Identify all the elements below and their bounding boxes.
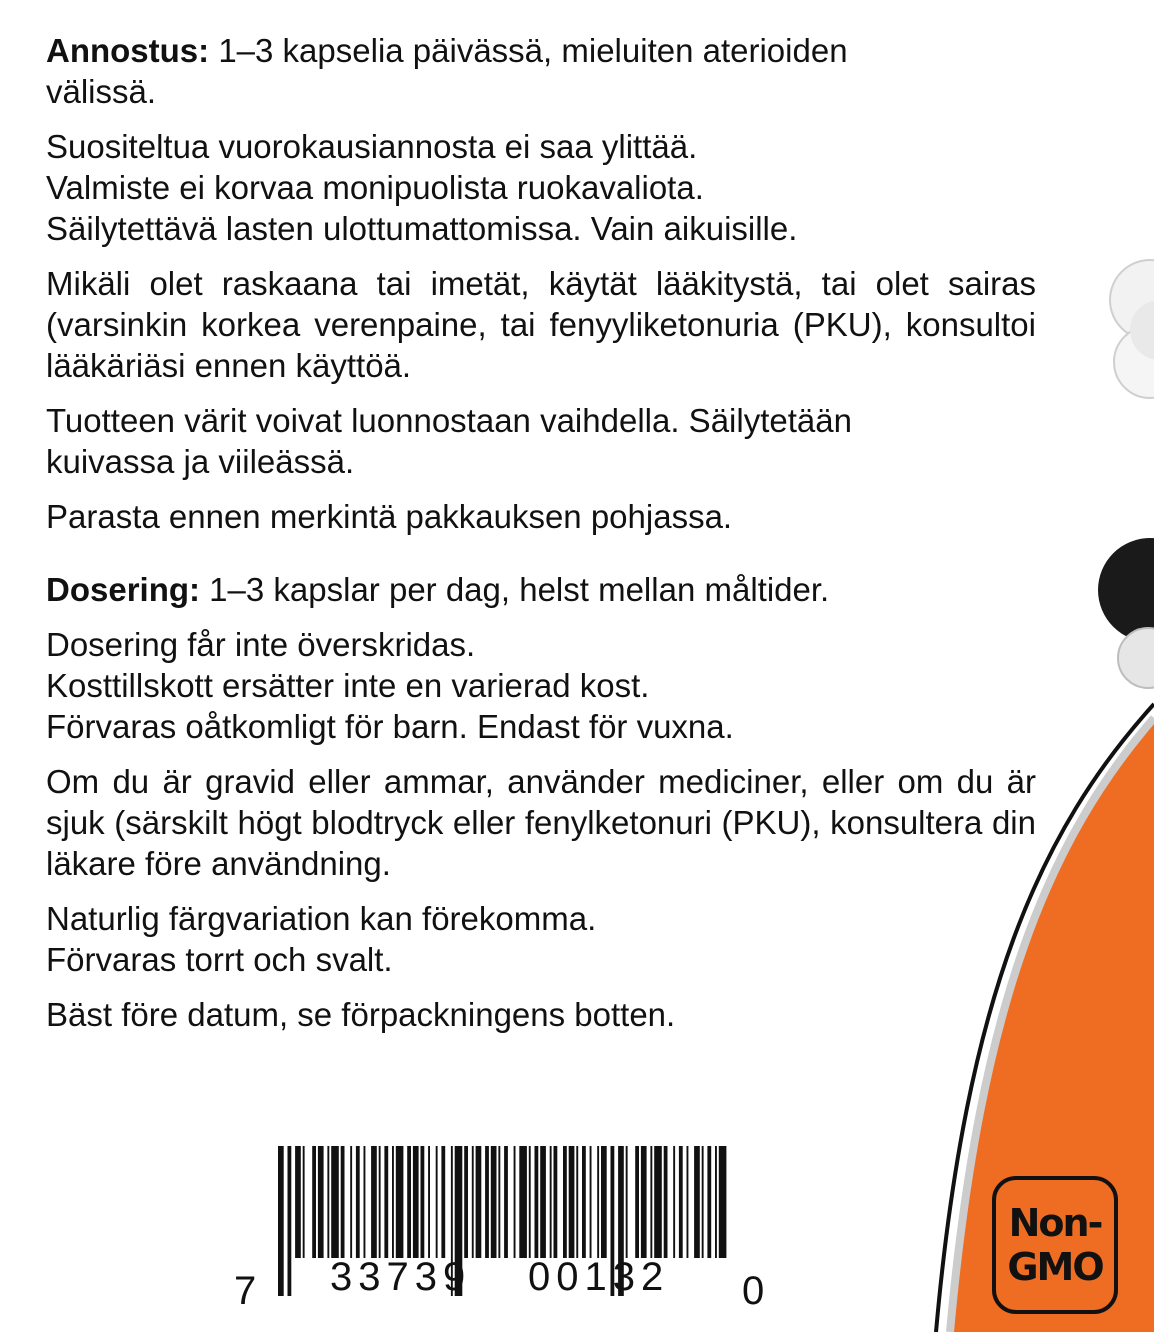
barcode-bar bbox=[715, 1146, 717, 1258]
barcode-bar bbox=[702, 1146, 704, 1258]
barcode-bar bbox=[491, 1146, 497, 1258]
barcode-bar bbox=[687, 1146, 689, 1258]
barcode-bar bbox=[379, 1146, 381, 1258]
barcode-bar bbox=[476, 1146, 482, 1258]
barcode bbox=[230, 1138, 770, 1318]
non-gmo-line2: GMO bbox=[1007, 1245, 1103, 1289]
barcode-bar bbox=[472, 1146, 474, 1258]
barcode-bar bbox=[673, 1146, 675, 1258]
barcode-bar bbox=[550, 1146, 552, 1258]
barcode-bar bbox=[597, 1146, 599, 1258]
barcode-bar bbox=[641, 1146, 647, 1258]
barcode-bar bbox=[563, 1146, 567, 1258]
barcode-bar bbox=[514, 1146, 516, 1258]
barcode-left-group: 33739 bbox=[330, 1255, 472, 1299]
barcode-bar bbox=[554, 1146, 558, 1258]
barcode-bar bbox=[295, 1146, 301, 1258]
barcode-bar bbox=[396, 1146, 404, 1258]
barcode-first-digit: 7 bbox=[234, 1269, 257, 1313]
barcode-bar bbox=[341, 1146, 345, 1258]
barcode-bar bbox=[464, 1146, 468, 1258]
fi-best-before: Parasta ennen merkintä pakkauksen pohjassa. bbox=[46, 498, 733, 535]
barcode-bar bbox=[318, 1146, 324, 1258]
fi-warnings: Suositeltua vuorokausiannosta ei saa ylittää. Valmiste ei korvaa monipuolista ruokavaliota. Säilytettävä lasten ulottumattomissa. Vain aikuisille. bbox=[46, 128, 798, 247]
barcode-bar bbox=[654, 1146, 662, 1258]
barcode-bar bbox=[519, 1146, 527, 1258]
barcode-bar bbox=[312, 1146, 316, 1258]
barcode-bar bbox=[441, 1146, 445, 1258]
barcode-bar bbox=[529, 1146, 531, 1258]
sv-dosage-label: Dosering: bbox=[46, 571, 201, 608]
fi-pregnancy: Mikäli olet raskaana tai imetät, käytät lääkitystä, tai olet sairas (varsinkin korkea verenpaine, tai fenyyliketonuria (PKU), konsultoi lääkäriäsi ennen käyttöä. bbox=[46, 265, 1036, 384]
fi-colors-note: Tuotteen värit voivat luonnostaan vaihdella. Säilytetään kuivassa ja viileässä. bbox=[46, 402, 852, 480]
barcode-bar bbox=[327, 1146, 329, 1258]
barcode-bar bbox=[428, 1146, 430, 1258]
barcode-bar bbox=[679, 1146, 683, 1258]
barcode-bar bbox=[364, 1146, 366, 1258]
barcode-bar bbox=[504, 1146, 508, 1258]
barcode-bar bbox=[371, 1146, 377, 1258]
sv-dosage: Dosering: 1–3 kapslar per dag, helst mellan måltider. bbox=[46, 571, 830, 608]
sv-best-before: Bäst före datum, se förpackningens botten. bbox=[46, 996, 676, 1033]
barcode-bar bbox=[535, 1146, 539, 1258]
barcode-bar bbox=[576, 1146, 578, 1258]
barcode-bar bbox=[626, 1146, 628, 1258]
barcode-bar bbox=[498, 1146, 500, 1258]
barcode-bar bbox=[719, 1146, 727, 1258]
barcode-bar bbox=[421, 1146, 425, 1258]
barcode-bar bbox=[540, 1146, 546, 1258]
barcode-bar bbox=[392, 1146, 394, 1258]
barcode-check-digit: 0 bbox=[742, 1269, 765, 1313]
sv-warnings: Dosering får inte överskridas. Kosttillskott ersätter inte en varierad kost. Förvaras oåtkomligt för barn. Endast för vuxna. bbox=[46, 626, 734, 745]
barcode-bar bbox=[278, 1146, 284, 1296]
sv-pregnancy: Om du är gravid eller ammar, använder mediciner, eller om du är sjuk (särskilt högt blodtryck eller fenylketonuri (PKU), konsultera din läkare före användning. bbox=[46, 763, 1036, 882]
barcode-bar bbox=[288, 1146, 292, 1296]
barcode-bar bbox=[407, 1146, 411, 1258]
barcode-bar bbox=[356, 1146, 360, 1258]
barcode-bar bbox=[350, 1146, 352, 1258]
sv-colors-note: Naturlig färgvariation kan förekomma. Förvaras torrt och svalt. bbox=[46, 900, 597, 978]
fi-dosage-label: Annostus: bbox=[46, 32, 210, 69]
barcode-bar bbox=[485, 1146, 489, 1258]
barcode-bar bbox=[436, 1146, 438, 1258]
barcode-bar bbox=[650, 1146, 652, 1258]
barcode-bar bbox=[601, 1146, 607, 1258]
barcode-bar bbox=[707, 1146, 711, 1258]
barcode-bar bbox=[569, 1146, 575, 1258]
barcode-bar bbox=[664, 1146, 668, 1258]
label-text bbox=[46, 30, 1036, 1049]
barcode-bar bbox=[303, 1146, 305, 1258]
dark-sphere bbox=[1098, 538, 1154, 688]
barcode-bar bbox=[384, 1146, 388, 1258]
non-gmo-badge bbox=[992, 1176, 1118, 1314]
non-gmo-line1: Non- bbox=[1008, 1201, 1102, 1245]
barcode-right-group: 00132 bbox=[528, 1255, 670, 1299]
barcode-bar bbox=[590, 1146, 592, 1258]
barcode-bar bbox=[413, 1146, 419, 1258]
white-spheres bbox=[1110, 260, 1154, 398]
barcode-bar bbox=[694, 1146, 700, 1258]
fi-dosage: Annostus: 1–3 kapselia päivässä, mieluiten aterioiden välissä. bbox=[46, 32, 848, 110]
barcode-bar bbox=[331, 1146, 339, 1258]
barcode-bar bbox=[582, 1146, 586, 1258]
barcode-bar bbox=[635, 1146, 639, 1258]
